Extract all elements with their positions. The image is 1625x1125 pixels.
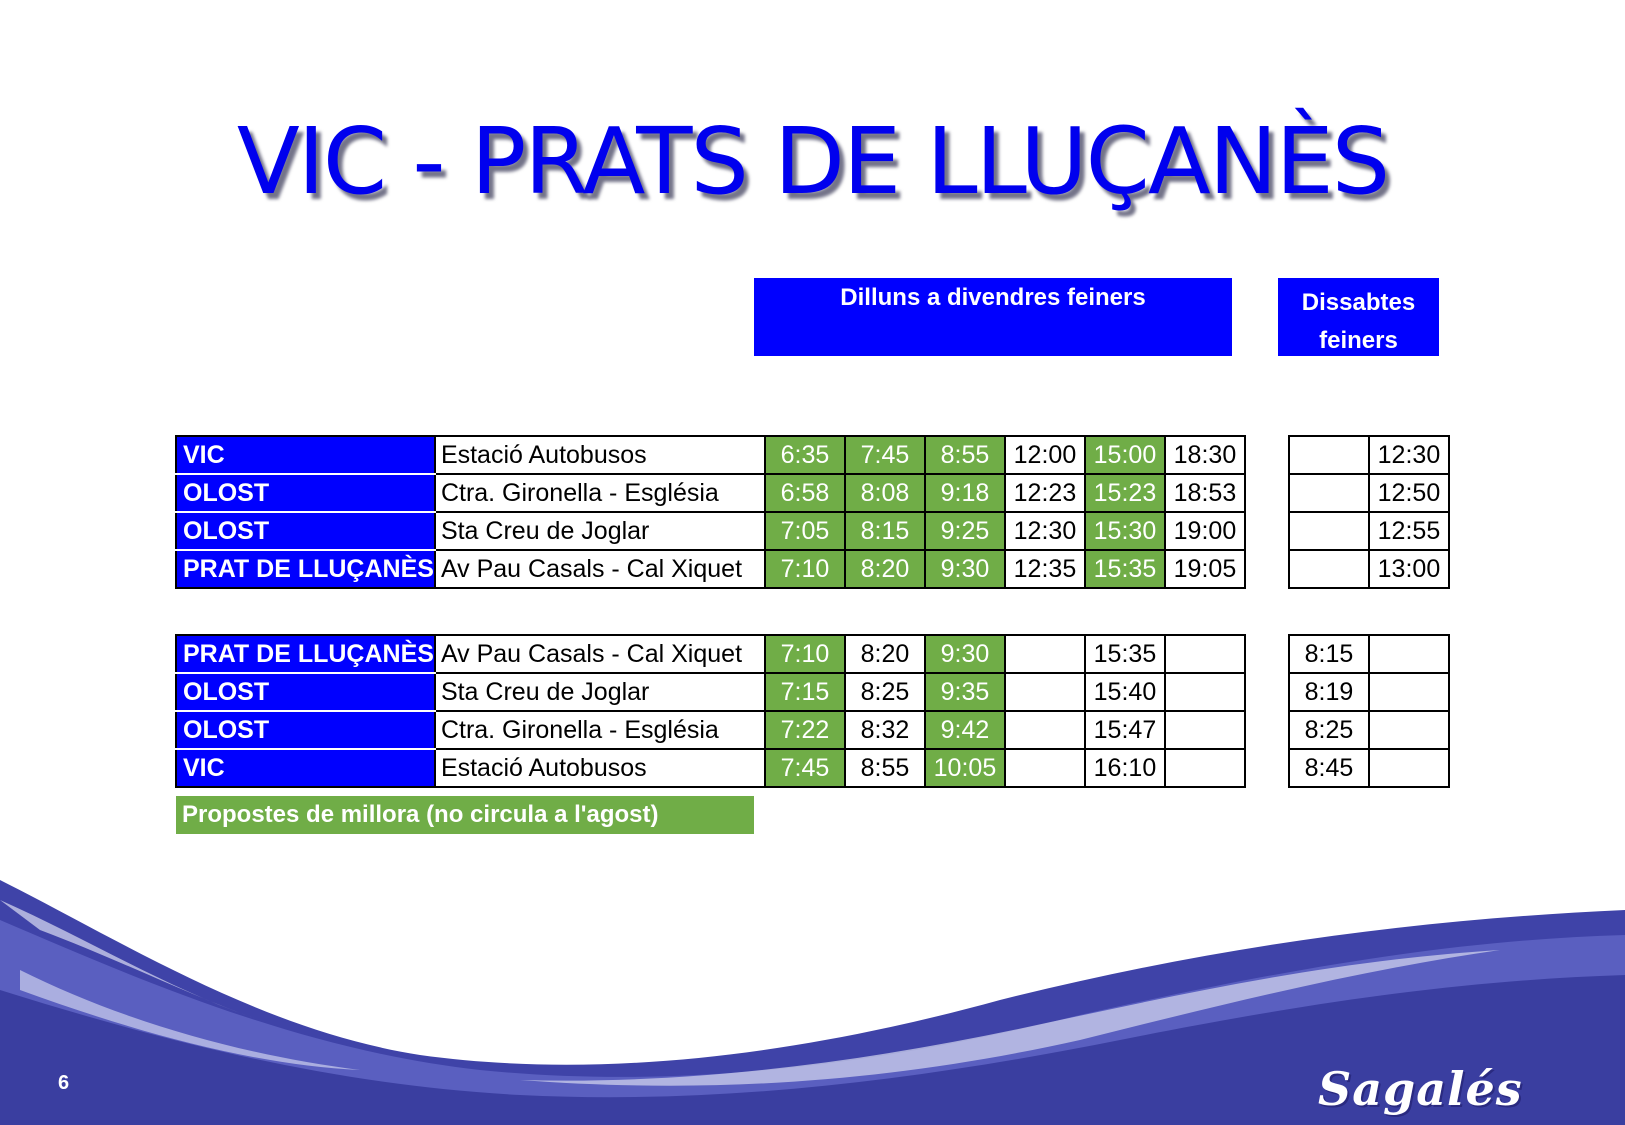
stop-name: OLOST bbox=[176, 711, 435, 749]
departure-time: 7:22 bbox=[765, 711, 845, 749]
return-timetable bbox=[175, 634, 1450, 788]
departure-time: 15:23 bbox=[1085, 474, 1165, 512]
departure-time: 8:55 bbox=[845, 749, 925, 787]
page-number: 6 bbox=[58, 1072, 70, 1094]
departure-time: 8:25 bbox=[845, 673, 925, 711]
departure-time bbox=[1005, 635, 1085, 673]
saturday-time bbox=[1289, 474, 1369, 512]
departure-time bbox=[1165, 673, 1245, 711]
departure-time: 8:20 bbox=[845, 635, 925, 673]
stop-name: OLOST bbox=[176, 512, 435, 550]
saturday-header-line2: feiners bbox=[1319, 327, 1398, 354]
departure-time: 19:00 bbox=[1165, 512, 1245, 550]
table-row bbox=[176, 436, 1449, 474]
stop-name: PRAT DE LLUÇANÈS bbox=[176, 635, 435, 673]
departure-time: 19:05 bbox=[1165, 550, 1245, 588]
departure-time: 12:35 bbox=[1005, 550, 1085, 588]
departure-time: 7:45 bbox=[765, 749, 845, 787]
saturday-header bbox=[1278, 278, 1439, 356]
departure-time bbox=[1005, 673, 1085, 711]
departure-time: 8:32 bbox=[845, 711, 925, 749]
departure-time: 15:47 bbox=[1085, 711, 1165, 749]
departure-time bbox=[1165, 749, 1245, 787]
saturday-time: 12:55 bbox=[1369, 512, 1449, 550]
saturday-time bbox=[1369, 711, 1449, 749]
weekday-header: Dilluns a divendres feiners bbox=[754, 278, 1232, 356]
departure-time: 16:10 bbox=[1085, 749, 1165, 787]
saturday-time: 8:25 bbox=[1289, 711, 1369, 749]
departure-time: 7:10 bbox=[765, 635, 845, 673]
departure-time: 9:35 bbox=[925, 673, 1005, 711]
saturday-time bbox=[1289, 512, 1369, 550]
stop-place: Av Pau Casals - Cal Xiquet bbox=[435, 550, 765, 588]
stop-place: Sta Creu de Joglar bbox=[435, 512, 765, 550]
departure-time: 9:18 bbox=[925, 474, 1005, 512]
table-row bbox=[176, 711, 1449, 749]
stop-place: Ctra. Gironella - Església bbox=[435, 474, 765, 512]
stop-place: Av Pau Casals - Cal Xiquet bbox=[435, 635, 765, 673]
saturday-time bbox=[1369, 635, 1449, 673]
page-title: VIC - PRATS DE LLUÇANÈS bbox=[236, 108, 1389, 215]
departure-time: 10:05 bbox=[925, 749, 1005, 787]
table-row bbox=[176, 512, 1449, 550]
saturday-time bbox=[1369, 749, 1449, 787]
improvement-legend: Propostes de millora (no circula a l'agost) bbox=[176, 796, 754, 834]
departure-time: 8:55 bbox=[925, 436, 1005, 474]
departure-time bbox=[1165, 711, 1245, 749]
departure-time: 15:40 bbox=[1085, 673, 1165, 711]
departure-time: 6:58 bbox=[765, 474, 845, 512]
column-gap bbox=[1245, 550, 1289, 588]
departure-time: 8:15 bbox=[845, 512, 925, 550]
table-row bbox=[176, 673, 1449, 711]
column-gap bbox=[1245, 512, 1289, 550]
saturday-time bbox=[1289, 436, 1369, 474]
stop-place: Ctra. Gironella - Església bbox=[435, 711, 765, 749]
departure-time: 9:42 bbox=[925, 711, 1005, 749]
table-row bbox=[176, 550, 1449, 588]
departure-time: 9:25 bbox=[925, 512, 1005, 550]
saturday-time: 12:50 bbox=[1369, 474, 1449, 512]
saturday-time: 13:00 bbox=[1369, 550, 1449, 588]
saturday-time bbox=[1289, 550, 1369, 588]
outbound-timetable bbox=[175, 435, 1450, 589]
column-gap bbox=[1245, 635, 1289, 673]
stop-place: Estació Autobusos bbox=[435, 749, 765, 787]
stop-place: Sta Creu de Joglar bbox=[435, 673, 765, 711]
departure-time: 15:35 bbox=[1085, 635, 1165, 673]
table-row bbox=[176, 749, 1449, 787]
stop-name: VIC bbox=[176, 436, 435, 474]
column-gap bbox=[1245, 711, 1289, 749]
saturday-time: 8:45 bbox=[1289, 749, 1369, 787]
saturday-time bbox=[1369, 673, 1449, 711]
table-row bbox=[176, 635, 1449, 673]
departure-time bbox=[1165, 635, 1245, 673]
column-gap bbox=[1245, 436, 1289, 474]
saturday-header-line1: Dissabtes bbox=[1301, 289, 1416, 316]
column-gap bbox=[1245, 474, 1289, 512]
departure-time bbox=[1005, 749, 1085, 787]
departure-time: 7:15 bbox=[765, 673, 845, 711]
departure-time: 12:30 bbox=[1005, 512, 1085, 550]
saturday-time: 8:19 bbox=[1289, 673, 1369, 711]
sagales-logo: Sagalés bbox=[1318, 1062, 1523, 1116]
departure-time: 7:10 bbox=[765, 550, 845, 588]
saturday-time: 12:30 bbox=[1369, 436, 1449, 474]
departure-time: 15:30 bbox=[1085, 512, 1165, 550]
stop-name: OLOST bbox=[176, 474, 435, 512]
departure-time: 9:30 bbox=[925, 635, 1005, 673]
column-gap bbox=[1245, 749, 1289, 787]
column-gap bbox=[1245, 673, 1289, 711]
departure-time: 7:05 bbox=[765, 512, 845, 550]
departure-time bbox=[1005, 711, 1085, 749]
stop-place: Estació Autobusos bbox=[435, 436, 765, 474]
stop-name: OLOST bbox=[176, 673, 435, 711]
table-row bbox=[176, 474, 1449, 512]
departure-time: 6:35 bbox=[765, 436, 845, 474]
departure-time: 7:45 bbox=[845, 436, 925, 474]
departure-time: 18:30 bbox=[1165, 436, 1245, 474]
departure-time: 15:35 bbox=[1085, 550, 1165, 588]
stop-name: VIC bbox=[176, 749, 435, 787]
stop-name: PRAT DE LLUÇANÈS bbox=[176, 550, 435, 588]
departure-time: 8:08 bbox=[845, 474, 925, 512]
departure-time: 9:30 bbox=[925, 550, 1005, 588]
departure-time: 8:20 bbox=[845, 550, 925, 588]
departure-time: 12:23 bbox=[1005, 474, 1085, 512]
saturday-time: 8:15 bbox=[1289, 635, 1369, 673]
departure-time: 15:00 bbox=[1085, 436, 1165, 474]
departure-time: 18:53 bbox=[1165, 474, 1245, 512]
departure-time: 12:00 bbox=[1005, 436, 1085, 474]
